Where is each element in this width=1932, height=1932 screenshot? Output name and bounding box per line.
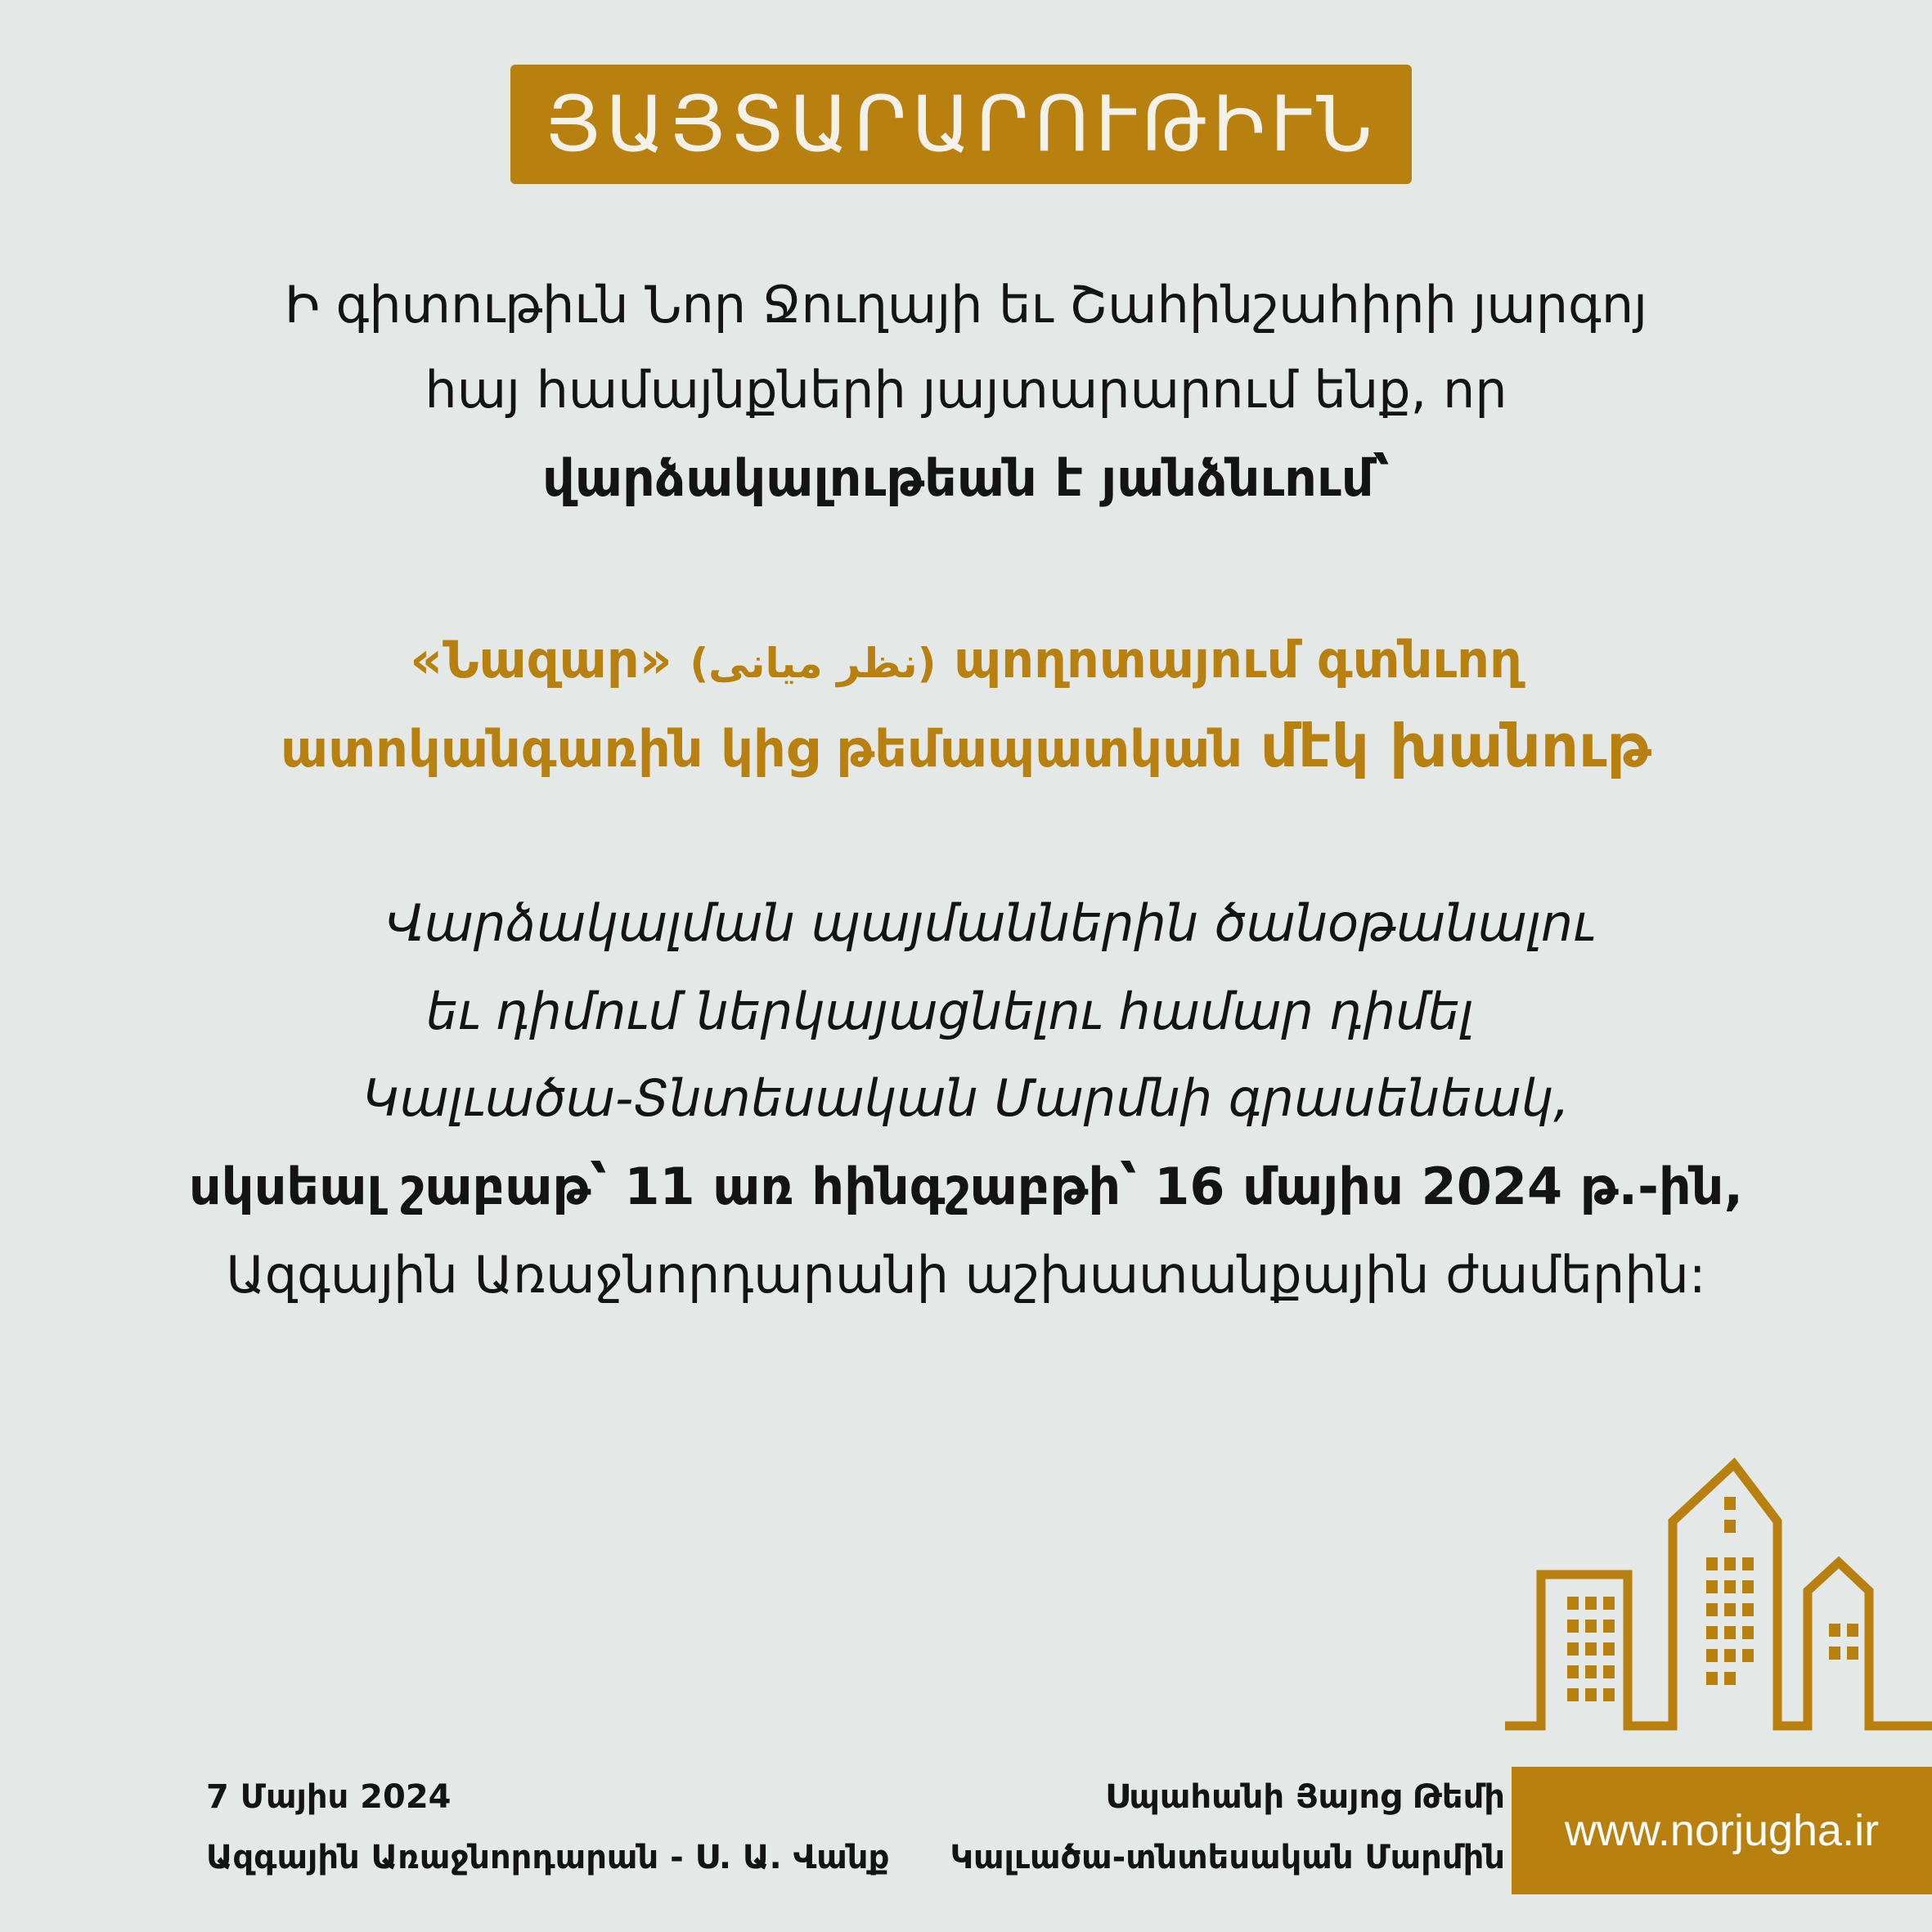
intro-line-3: վարձակալութեան է յանձնւում՝ [542,448,1390,508]
website-link[interactable]: www.norjugha.ir [1564,1806,1880,1855]
details-line-3: Կալւածա-Տնտեսական Մարմնի գրասենեակ, [362,1068,1570,1128]
details-line-4: սկսեալ շաբաթ՝ 11 առ հինգշաբթի՝ 16 մայիս 2024 թ.-ին, [188,1157,1744,1216]
offer-line-1 [0,630,1932,690]
footer-left-block [206,1767,889,1888]
city-buildings-icon [1505,1456,1932,1767]
offer-line-2 [0,712,1932,780]
details-line-5: Ազգային Առաջնորդարանի աշխատանքային ժամերին: [226,1245,1706,1305]
intro-line-1: Ի գիտութիւն Նոր Ջուղայի եւ Շահինշահիրի յարգոյ [285,275,1647,335]
title-banner [510,65,1412,184]
footer-office: Ազգային Առաջնորդարան - Ս. Ա. Վանք [206,1839,890,1876]
footer-date: 7 Մայիս 2024 [206,1778,452,1816]
details-line-1: Վարձակալման պայմաններին ծանօթանալու [385,893,1596,953]
details-line-2: եւ դիմում ներկայացնելու համար դիմել [425,982,1474,1041]
offer-location-text: ատոկանգառին կից թեմապատկան [281,719,1243,779]
website-box[interactable] [1512,1767,1932,1894]
offer-street-name-persian: (نظر میانی) [690,640,937,687]
intro-line-2: հայ համայնքների յայտարարում ենք, որ [425,360,1507,420]
offer-street-text: պողոտայում գտնւող [954,630,1522,690]
page-title: ՅԱՅՏԱՐԱՐՈՒԹԻՒՆ [545,79,1377,169]
footer-org-line-1: Սպահանի Յայոց Թեմի [1105,1778,1505,1816]
footer-right-block [950,1767,1505,1888]
offer-street-name: «Նազար» [410,630,672,690]
offer-highlight: մէկ խանութ [1260,712,1651,780]
footer-org-line-2: Կալւածա-տնտեսական Մարմին [950,1839,1505,1876]
